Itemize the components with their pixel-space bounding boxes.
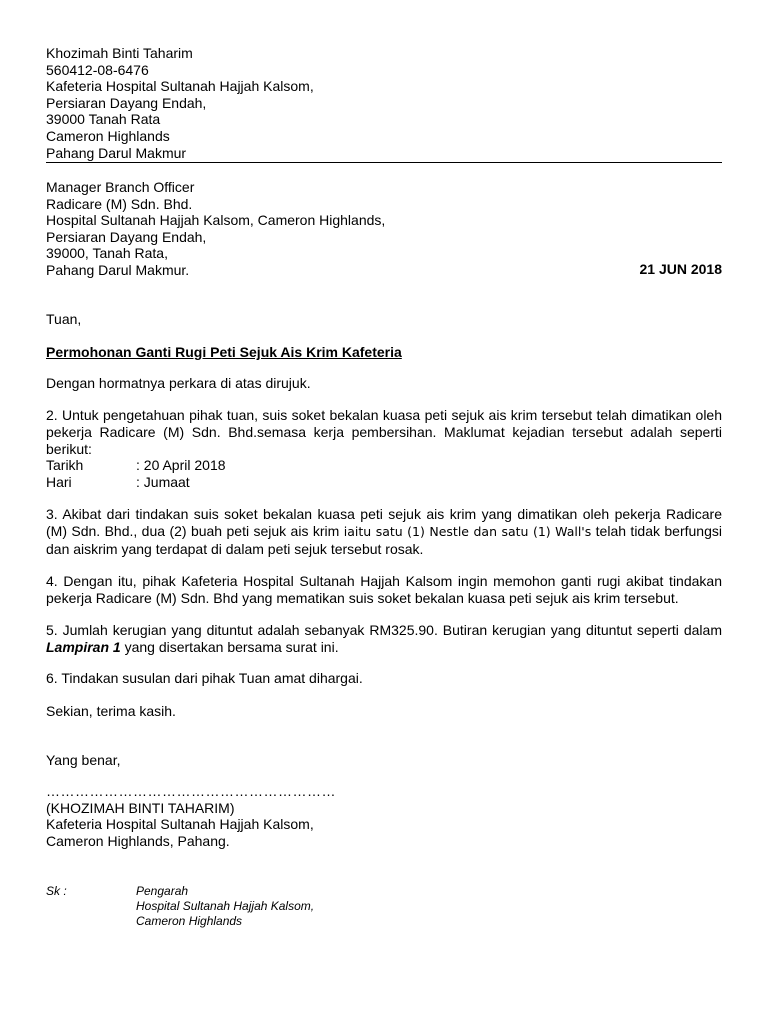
signatory-org: Kafeteria Hospital Sultanah Hajjah Kalsom, — [46, 816, 314, 833]
cc-recipient — [136, 884, 314, 929]
recipient-address-line: Persiaran Dayang Endah, — [46, 228, 207, 245]
incident-day-label: Hari — [46, 473, 72, 490]
signature-block — [46, 783, 722, 849]
sender-address-line: Persiaran Dayang Endah, — [46, 94, 207, 111]
attachment-reference: Lampiran 1 — [46, 638, 121, 655]
closing-line: Sekian, terima kasih. — [46, 703, 176, 719]
signature-line: …………………………………………………… — [46, 783, 336, 799]
signatory-location: Cameron Highlands, Pahang. — [46, 832, 230, 849]
sender-address — [46, 45, 722, 161]
paragraph-5-text: yang disertakan bersama surat ini. — [120, 638, 339, 655]
paragraph-2: 2. Untuk pengetahuan pihak tuan, suis soket bekalan kuasa peti sejuk ais krim tersebut telah dimatikan oleh pekerja Radicare (M) Sdn. Bhd.semasa kerja pembersihan. Maklumat kejadian tersebut adalah seperti berikut: — [46, 407, 722, 457]
recipient-address — [46, 179, 722, 279]
paragraph-6: 6. Tindakan susulan dari pihak Tuan amat dihargai. — [46, 670, 363, 686]
cc-line: Pengarah — [136, 884, 189, 898]
header-divider — [46, 162, 722, 163]
paragraph-5-text: 5. Jumlah kerugian yang dituntut adalah sebanyak RM325.90. Butiran kerugian yang dituntut seperti dalam — [46, 622, 722, 638]
paragraph-3-brands: iaitu satu (1) Nestle dan satu (1) Wall's — [339, 523, 592, 539]
recipient-title: Manager Branch Officer — [46, 179, 195, 195]
sender-address-line: 39000 Tanah Rata — [46, 111, 161, 128]
paragraph-5 — [46, 622, 722, 656]
incident-day-row — [46, 474, 722, 491]
paragraph-3 — [46, 506, 722, 557]
subject-heading: Permohonan Ganti Rugi Peti Sejuk Ais Krim Kafeteria — [46, 344, 402, 360]
paragraph-4: 4. Dengan itu, pihak Kafeteria Hospital Sultanah Hajjah Kalsom ingin memohon ganti rugi akibat tindakan pekerja Radicare (M) Sdn. Bhd yang mematikan suis soket bekalan kuasa peti sejuk ais krim tersebut. — [46, 573, 722, 606]
incident-date-value: : 20 April 2018 — [136, 457, 226, 473]
paragraph-3-text: telah tidak berfungsi dan aiskrim yang terdapat di dalam peti sejuk tersebut rosak. — [46, 522, 722, 557]
cc-label: Sk : — [46, 884, 67, 898]
incident-date-row — [46, 457, 722, 474]
sender-address-line: Cameron Highlands — [46, 127, 170, 144]
recipient-address-line: Pahang Darul Makmur. — [46, 261, 190, 278]
salutation: Tuan, — [46, 311, 82, 327]
opening-line: Dengan hormatnya perkara di atas dirujuk. — [46, 375, 311, 391]
incident-details — [46, 457, 722, 490]
sender-address-line: Kafeteria Hospital Sultanah Hajjah Kalsom, — [46, 78, 314, 95]
sender-address-line: Pahang Darul Makmur — [46, 144, 187, 161]
sender-name: Khozimah Binti Taharim — [46, 45, 193, 61]
cc-line: Hospital Sultanah Hajjah Kalsom, — [136, 899, 315, 913]
cc-line: Cameron Highlands — [136, 914, 243, 928]
incident-day-value: : Jumaat — [136, 473, 190, 490]
incident-date-label: Tarikh — [46, 457, 84, 473]
recipient-company: Radicare (M) Sdn. Bhd. — [46, 195, 193, 212]
letter-date: 21 JUN 2018 — [639, 261, 722, 277]
signatory-name: (KHOZIMAH BINTI TAHARIM) — [46, 799, 235, 816]
sender-id-number: 560412-08-6476 — [46, 61, 149, 78]
recipient-address-line: 39000, Tanah Rata, — [46, 245, 168, 262]
recipient-address-line: Hospital Sultanah Hajjah Kalsom, Cameron Highlands, — [46, 212, 386, 229]
paragraph-3-text: 3. Akibat dari tindakan suis soket bekalan kuasa peti sejuk ais krim yang dimatikan oleh pekerja Radicare (M) Sdn. Bhd., dua (2) buah peti sejuk ais krim — [46, 506, 722, 539]
sign-off: Yang benar, — [46, 752, 121, 768]
